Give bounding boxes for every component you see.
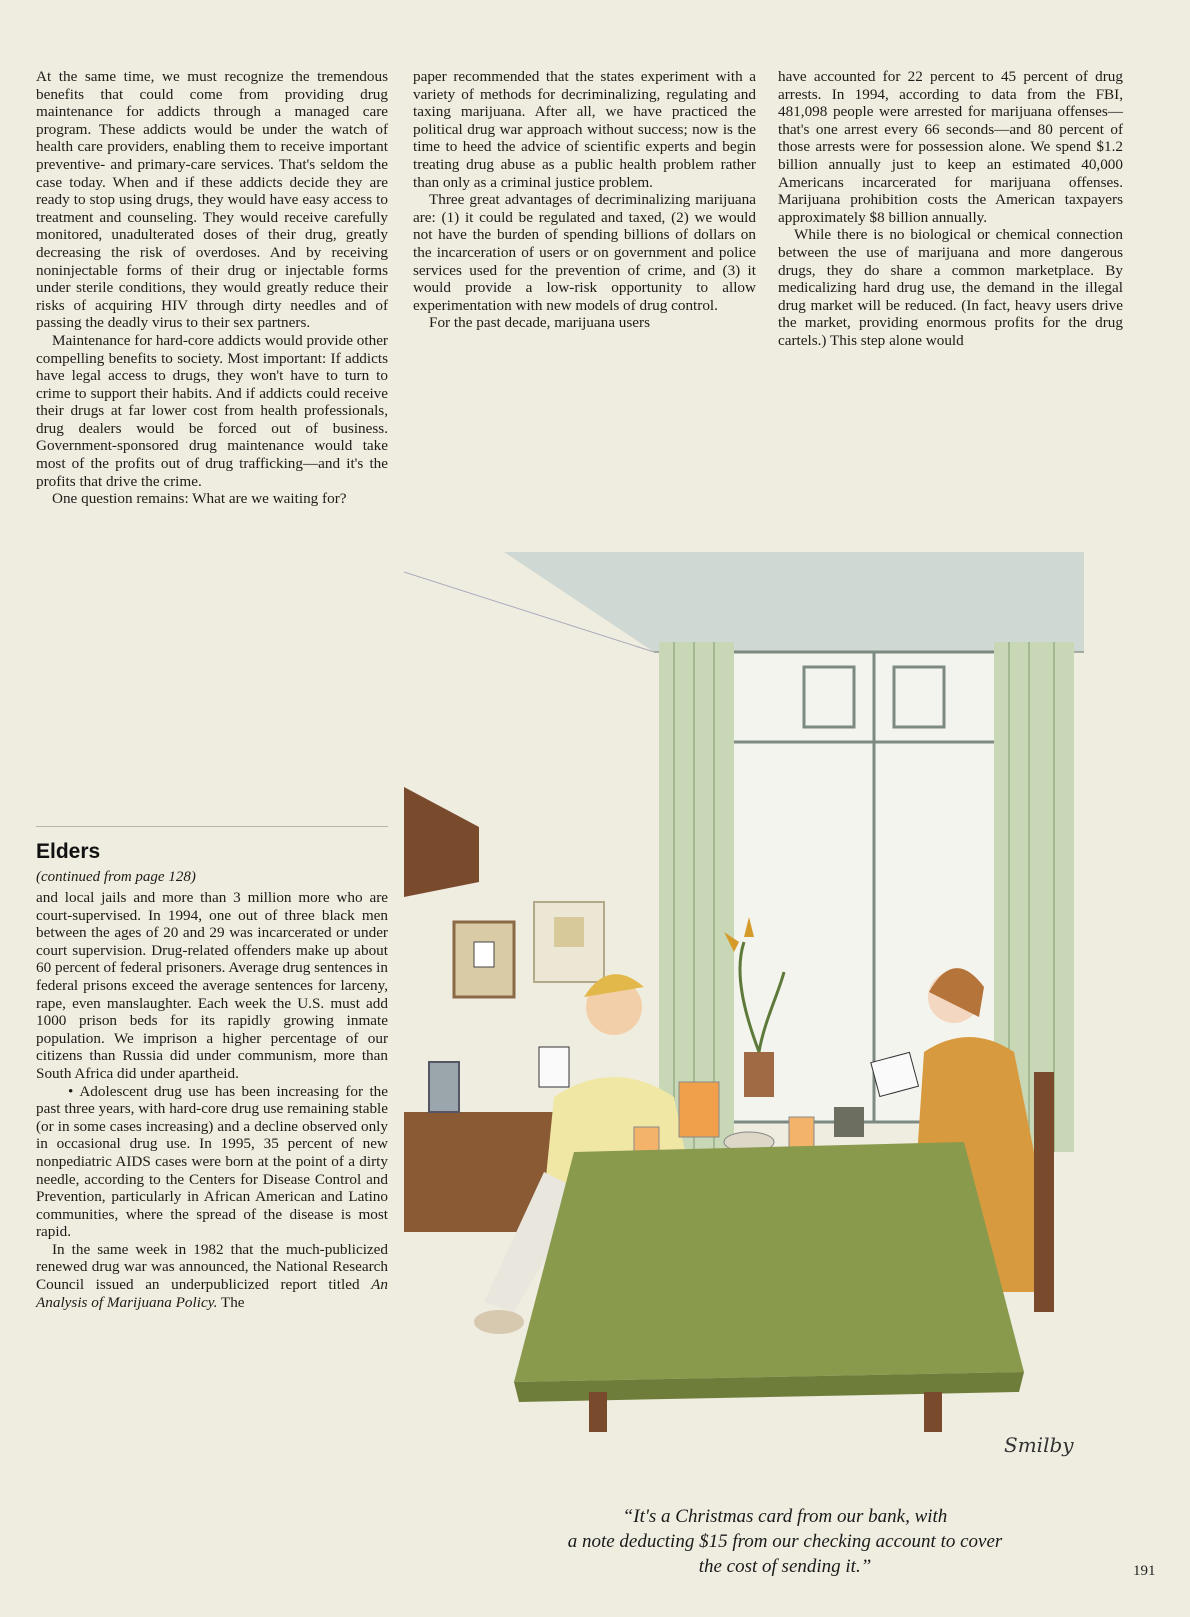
column-2 (413, 68, 756, 332)
paragraph: At the same time, we must recognize the tremendous benefits that could come from providing drug maintenance for addicts through a managed care program. These addicts would be under the watch of health care providers, enabling them to receive important preventive- and primary-care services. That's seldom the case today. When and if these addicts decide they are ready to stop using drugs, they would have easy access to treatment and counseling. They would receive carefully monitored, unadulterated doses of their drug, greatly decreasing the risk of overdoses. And by receiving noninjectable forms of their drug or injectable forms under sterile conditions, they would greatly reduce their risks of acquiring HIV through dirty needles and of passing the deadly virus to their sex partners. (36, 68, 388, 332)
cartoonist-signature: Smilby (1004, 1433, 1074, 1457)
caption-line: “It's a Christmas card from our bank, with (622, 1506, 948, 1527)
page-number: 191 (1133, 1563, 1156, 1579)
paragraph (36, 1241, 388, 1311)
paragraph: have accounted for 22 percent to 45 percent of drug arrests. In 1994, according to data from the FBI, 481,098 people were arrested for marijuana offenses—that's one arrest every 66 seconds—and 80 percent of those arrests were for possession alone. We spend $1.2 billion annually just to keep an estimated 40,000 Americans incarcerated for marijuana offenses. Marijuana prohibition costs the American taxpayers approximately $8 billion annually. (778, 68, 1123, 226)
cartoon-caption (460, 1504, 1110, 1579)
bullet-icon: • (68, 1082, 74, 1100)
paragraph-text: The (217, 1293, 245, 1311)
paragraph: Three great advantages of decriminalizing marijuana are: (1) it could be regulated and taxed, (2) we would not have the burden of spending billions of dollars on the incarceration of users or on government and police services used for the prevention of crime, and (3) it would provide a low-risk opportunity to allow experimentation with new models of drug control. (413, 191, 756, 314)
paragraph: paper recommended that the states experiment with a variety of methods for decriminalizing, regulating and taxing marijuana. After all, we have practiced the political drug war approach without success; now is the time to heed the advice of scientific experts and begin treating drug abuse as a public health problem rather than only as a criminal justice problem. (413, 68, 756, 191)
caption-line: a note deducting $15 from our checking account to cover (567, 1531, 1003, 1552)
bullet-paragraph (36, 1083, 388, 1241)
paragraph: Maintenance for hard-core addicts would provide other compelling benefits to society. Most important: If addicts have legal access to drugs, they won't have to turn to crime to support their habits. And if addicts could receive their drugs at far lower cost from health professionals, drug dealers would be forced out of business. Government-sponsored drug maintenance would take most of the profits out of drug trafficking—and it's the profits that drive the crime. (36, 331, 388, 490)
column-3 (778, 68, 1123, 350)
section-divider (36, 826, 388, 827)
column-1-bottom (36, 889, 388, 1311)
caption-line: the cost of sending it.” (698, 1556, 872, 1577)
cartoon-illustration (404, 552, 1134, 1482)
paragraph-text: In the same week in 1982 that the much-publicized renewed drug war was announced, the National Research Council issued an underpublicized report titled (36, 1240, 388, 1294)
continued-from-note: (continued from page 128) (36, 869, 196, 885)
report-title: An Analysis of Marijuana Policy. (36, 1276, 388, 1311)
bullet-text: Adolescent drug use has been increasing for the past three years, with hard-core drug use remaining stable (or in some cases increasing) and a decline observed only in occasional drug use. In 1995, 35 percent of new nonpediatric AIDS cases were born at the point of a dirty needle, according to the Centers for Disease Control and Prevention, particularly in African American and Latino communities, where the spread of the disease is most rapid. (36, 1082, 388, 1241)
section-heading: Elders (36, 840, 101, 863)
column-1-top (36, 68, 388, 508)
paragraph: While there is no biological or chemical connection between the use of marijuana and more dangerous drugs, they do share a common marketplace. By medicalizing hard drug use, the demand in the illegal drug market will be reduced. (In fact, heavy users drive the market, providing enormous profits for the drug cartels.) This step alone would (778, 226, 1123, 349)
paragraph: For the past decade, marijuana users (429, 314, 650, 332)
paragraph: and local jails and more than 3 million more who are court-supervised. In 1994, one out of three black men between the ages of 20 and 29 was incarcerated or under court supervision. Drug-related offenders make up about 60 percent of federal prisoners. Average drug sentences in federal prisons exceed the average sentences for larceny, rape, even manslaughter. Each week the U.S. must add 1000 prison beds for its rapidly growing inmate population. We imprison a higher percentage of our citizens than Russia did under communism, more than South Africa did under apartheid. (36, 889, 388, 1082)
paragraph: One question remains: What are we waiting for? (52, 490, 347, 508)
